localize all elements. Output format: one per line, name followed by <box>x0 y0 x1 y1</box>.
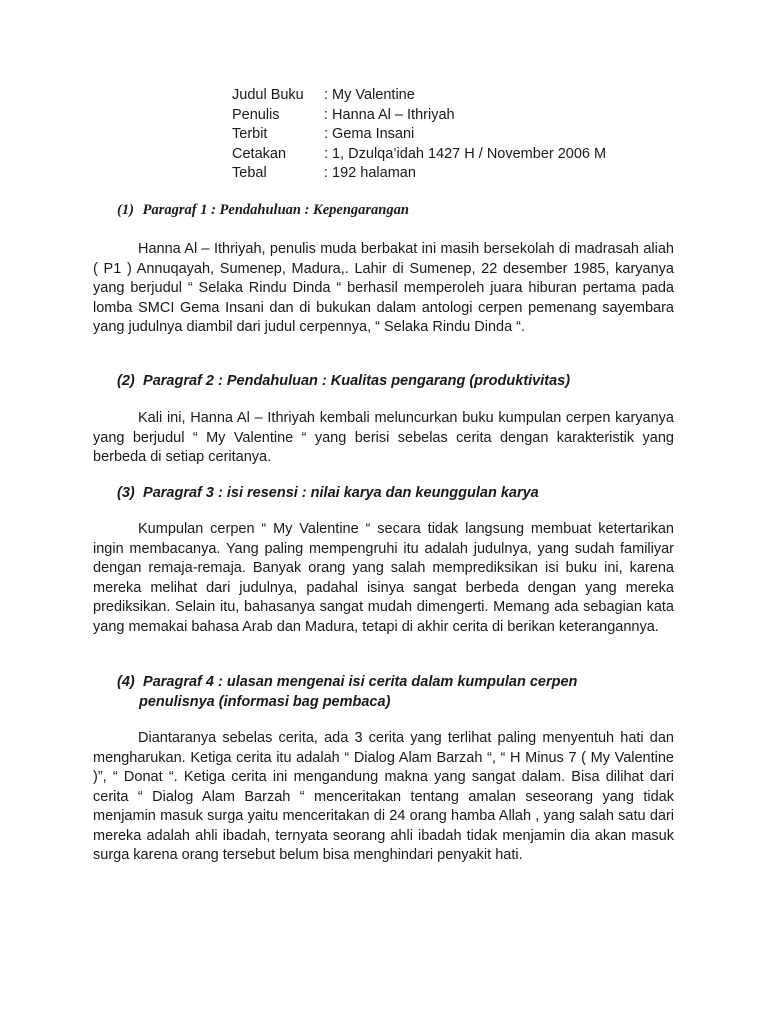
section-heading-line-2: penulisnya (informasi bag pembaca) <box>139 693 391 710</box>
book-info-value: : 1, Dzulqa’idah 1427 H / November 2006 M <box>324 145 607 162</box>
section-heading-text: Paragraf 2 : Pendahuluan : Kualitas pengarang (produktivitas) <box>143 373 571 389</box>
book-info-row <box>232 106 606 126</box>
section-1-paragraph: Hanna Al – Ithriyah, penulis muda berbakat ini masih bersekolah di madrasah aliah ( P1 ) Annuqayah, Sumenep, Madura,. Lahir di Sumenep, 22 desember 1985, karyanya yang berjudul “ Selaka Rindu Dinda “ berhasil memperoleh juara hiburan pertama pada lomba SMCI Gema Insani dan di bukukan dalam antologi cerpen pemenang sayembara yang judulnya diambil dari judul cerpennya, “ Selaka Rindu Dinda “. <box>93 241 674 335</box>
section-2-heading <box>117 373 677 389</box>
book-info-row <box>232 86 606 106</box>
book-info-row <box>232 145 606 165</box>
section-3-paragraph: Kumpulan cerpen “ My Valentine “ secara tidak langsung membuat ketertarikan ingin membacanya. Yang paling mempengruhi itu adalah judulnya, yang sudah familiyar dengan remaja-remaja. Banyak orang yang salah memprediksikan isi buku ini, karena mereka melihat dari judulnya, padahal isinya sangat berbeda dengan yang mereka prediksikan. Selain itu, bahasanya sangat mudah dimengerti. Memang ada sebagian kata yang memakai bahasa Arab dan Madura, tetapi di akhir cerita di berikan keterangannya. <box>93 521 674 635</box>
section-heading-text: Paragraf 3 : isi resensi : nilai karya dan keunggulan karya <box>143 485 539 501</box>
book-info-key: Terbit <box>232 126 268 142</box>
section-4-heading <box>117 673 677 712</box>
book-info-value: : Hanna Al – Ithriyah <box>324 106 455 123</box>
section-2-paragraph: Kali ini, Hanna Al – Ithriyah kembali meluncurkan buku kumpulan cerpen karyanya yang berjudul “ My Valentine “ yang berisi sebelas cerita dengan karakteristik yang berbeda di setiap ceritanya. <box>93 410 674 465</box>
book-info-row <box>232 164 606 184</box>
section-number: (1) <box>117 202 134 218</box>
book-info-key: Tebal <box>232 165 267 181</box>
section-number: (3) <box>117 485 135 501</box>
section-number: (4) <box>117 674 135 690</box>
section-4-paragraph: Diantaranya sebelas cerita, ada 3 cerita yang terlihat paling menyentuh hati dan mengharukan. Ketiga cerita itu adalah “ Dialog Alam Barzah “, “ H Minus 7 ( My Valentine )”, “ Donat “. Ketiga cerita ini mengandung makna yang sangat dalam. Bisa dilihat dari cerita “ Dialog Alam Barzah “ menceritakan tentang amalan seseorang yang tidak menjamin masuk surga yaitu menceritakan di 24 orang hamba Allah , yang salah satu dari mereka adalah ahli ibadah, ternyata seorang ahli ibadah tidak menjamin dia akan masuk surga karena orang tersebut belum bisa menghindari penyakit hati. <box>93 730 674 863</box>
book-info-key: Judul Buku <box>232 87 304 103</box>
book-info-row <box>232 125 606 145</box>
section-3-heading <box>117 485 677 501</box>
section-1-heading <box>117 202 677 219</box>
book-info-value: : Gema Insani <box>324 126 415 142</box>
book-info-value: : 192 halaman <box>324 165 416 181</box>
section-number: (2) <box>117 373 135 389</box>
section-heading-text: Paragraf 4 : ulasan mengenai isi cerita dalam kumpulan cerpen <box>143 674 578 690</box>
book-info-value: : My Valentine <box>324 87 415 103</box>
book-info-key: Cetakan <box>232 145 287 162</box>
section-heading-text: Paragraf 1 : Pendahuluan : Kepengarangan <box>142 202 409 218</box>
section-heading-line-1 <box>117 673 677 693</box>
book-info-key: Penulis <box>232 106 280 123</box>
book-info-table <box>232 86 606 184</box>
